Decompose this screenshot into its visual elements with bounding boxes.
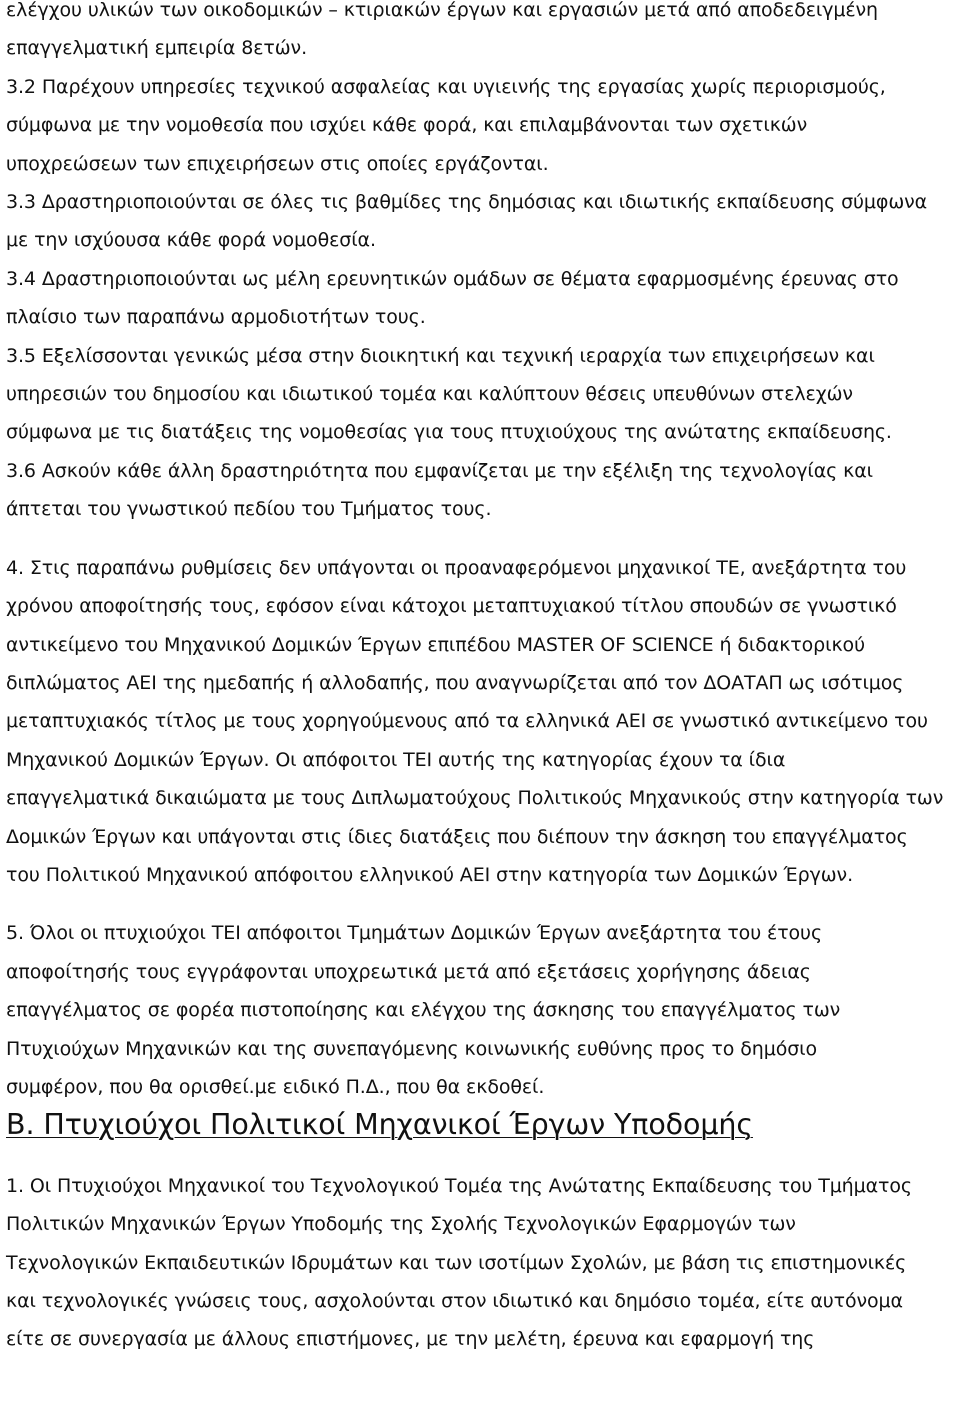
text-line: πλαίσιο των παραπάνω αρμοδιοτήτων τους. [6, 306, 426, 329]
text-line: συμφέρον, που θα ορισθεί.με ειδικό Π.Δ., που θα εκδοθεί. [6, 1075, 545, 1098]
text-line: Δομικών Έργων και υπάγονται στις ίδιες διατάξεις που διέπουν την άσκηση του επαγγέλματος [6, 825, 908, 848]
text-line: σύμφωνα με τις διατάξεις της νομοθεσίας για τους πτυχιούχους της ανώτατης εκπαίδευσης. [6, 421, 892, 444]
text-line: επαγγελματικά δικαιώματα με τους Διπλωματούχους Πολιτικούς Μηχανικούς στην κατηγορία των [6, 787, 944, 810]
paragraph-3-4 [6, 260, 956, 337]
paragraph-3-2 [6, 68, 956, 183]
text-line: μεταπτυχιακός τίτλος με τους χορηγούμενους από τα ελληνικά ΑΕΙ σε γνωστικό αντικείμενο του [6, 710, 928, 733]
text-line: είτε σε συνεργασία με άλλους επιστήμονες, με την μελέτη, έρευνα και εφαρμογή της [6, 1328, 815, 1351]
text-line: 5. Όλοι οι πτυχιούχοι ΤΕΙ απόφοιτοι Τμημάτων Δομικών Έργων ανεξάρτητα του έτους [6, 922, 823, 945]
text-line: Μηχανικού Δομικών Έργων. Οι απόφοιτοι ΤΕΙ αυτής της κατηγορίας έχουν τα ίδια [6, 748, 786, 771]
text-line: υποχρεώσεων των επιχειρήσεων στις οποίες εργάζονται. [6, 152, 549, 175]
paragraph-4 [6, 549, 956, 895]
text-line: Τεχνολογικών Εκπαιδευτικών Ιδρυμάτων και των ισοτίμων Σχολών, με βάση τις επιστημονικές [6, 1251, 907, 1274]
paragraph-3-3 [6, 183, 956, 260]
text-line: άπτεται του γνωστικού πεδίου του Τμήματος τους. [6, 498, 492, 521]
section-heading-text: Β. Πτυχιούχοι Πολιτικοί Μηχανικοί Έργων Υποδομής [6, 1108, 753, 1142]
text-line: 3.4 Δραστηριοποιούνται ως μέλη ερευνητικών ομάδων σε θέματα εφαρμοσμένης έρευνας στο [6, 267, 899, 290]
text-line: σύμφωνα με την νομοθεσία που ισχύει κάθε φορά, και επιλαμβάνονται των σχετικών [6, 114, 808, 137]
text-line: επαγγέλματος σε φορέα πιστοποίησης και ελέγχου της άσκησης του επαγγέλματος των [6, 999, 841, 1022]
text-line: χρόνου αποφοίτησής τους, εφόσον είναι κάτοχοι μεταπτυχιακού τίτλου σπουδών σε γνωστικό [6, 595, 897, 618]
text-line: 3.2 Παρέχουν υπηρεσίες τεχνικού ασφαλείας και υγιεινής της εργασίας χωρίς περιορισμούς, [6, 75, 886, 98]
paragraph-b-1 [6, 1167, 956, 1359]
text-line: Πολιτικών Μηχανικών Έργων Υποδομής της Σχολής Τεχνολογικών Εφαρμογών των [6, 1213, 796, 1236]
text-line: 4. Στις παραπάνω ρυθμίσεις δεν υπάγονται οι προαναφερόμενοι μηχανικοί ΤΕ, ανεξάρτητα του [6, 556, 907, 579]
intro-paragraph [6, 0, 956, 68]
text-line: και τεχνολογικές γνώσεις τους, ασχολούνται στον ιδιωτικό και δημόσιο τομέα, είτε αυτόνομα [6, 1290, 903, 1312]
text-line: 3.3 Δραστηριοποιούνται σε όλες τις βαθμίδες της δημόσιας και ιδιωτικής εκπαίδευσης σύμφωνα [6, 191, 928, 214]
text-line: με την ισχύουσα κάθε φορά νομοθεσία. [6, 229, 376, 252]
text-line: αντικείμενο του Μηχανικού Δομικών Έργων επιπέδου MASTER OF SCIENCE ή διδακτορικού [6, 633, 865, 656]
text-line: ελέγχου υλικών των οικοδομικών – κτιριακών έργων και εργασιών μετά από αποδεδειγμένη [6, 0, 878, 21]
text-line: υπηρεσιών του δημοσίου και ιδιωτικού τομέα και καλύπτουν θέσεις υπευθύνων στελεχών [6, 383, 853, 406]
document-page [6, 0, 956, 1359]
text-line: 3.6 Ασκούν κάθε άλλη δραστηριότητα που εμφανίζεται με την εξέλιξη της τεχνολογίας και [6, 459, 873, 482]
text-line: Πτυχιούχων Μηχανικών και της συνεπαγόμενης κοινωνικής ευθύνης προς το δημόσιο [6, 1037, 818, 1060]
text-line: διπλώματος ΑΕΙ της ημεδαπής ή αλλοδαπής, που αναγνωρίζεται από τον ΔΟΑΤΑΠ ως ισότιμος [6, 671, 904, 694]
text-line: του Πολιτικού Μηχανικού απόφοιτου ελληνικού ΑΕΙ στην κατηγορία των Δομικών Έργων. [6, 863, 854, 886]
text-line: επαγγελματική εμπειρία 8ετών. [6, 37, 308, 60]
text-line: 1. Οι Πτυχιούχοι Μηχανικοί του Τεχνολογικού Τομέα της Ανώτατης Εκπαίδευσης του Τμήματος [6, 1174, 912, 1197]
text-line: αποφοίτησής τους εγγράφονται υποχρεωτικά μετά από εξετάσεις χορήγησης άδειας [6, 960, 811, 983]
section-heading-b [6, 1106, 956, 1144]
text-line: 3.5 Εξελίσσονται γενικώς μέσα στην διοικητική και τεχνική ιεραρχία των επιχειρήσεων και [6, 344, 875, 367]
paragraph-5 [6, 914, 956, 1106]
paragraph-3-5 [6, 337, 956, 452]
paragraph-3-6 [6, 452, 956, 529]
